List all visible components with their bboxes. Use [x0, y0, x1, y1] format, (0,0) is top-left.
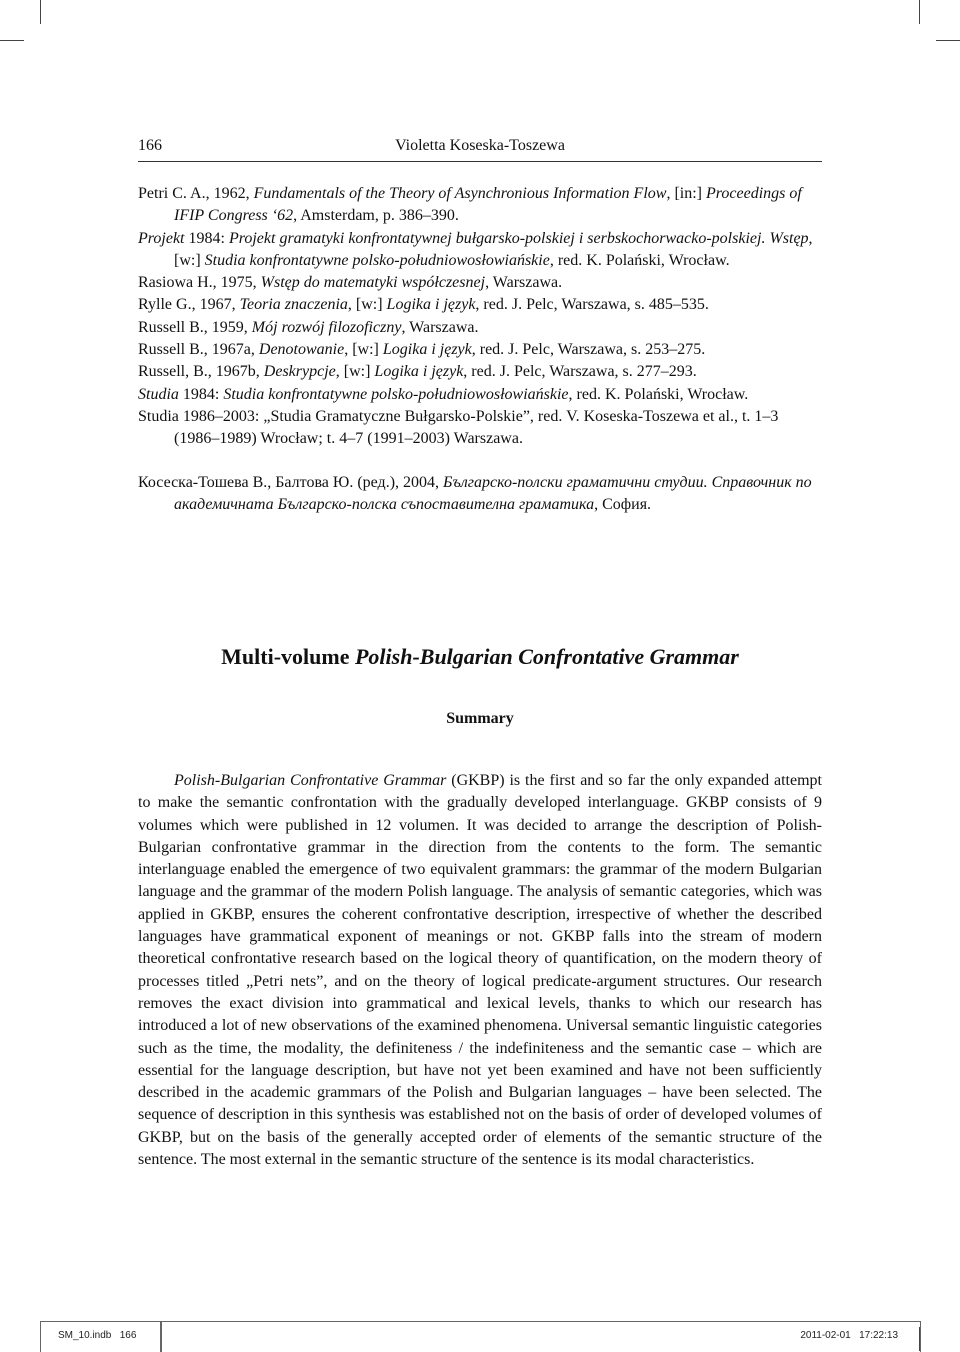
reference-segment: Teoria znaczenia [239, 296, 348, 314]
reference-entry [138, 384, 822, 406]
reference-segment: , [w:] [344, 341, 383, 359]
reference-segment: Russell B., 1959, [138, 318, 252, 336]
reference-segment: , Warszawa. [401, 318, 479, 336]
crop-mark [919, 0, 920, 24]
title-normal: Multi-volume [221, 644, 355, 669]
reference-segment: Rylle G., 1967, [138, 296, 240, 314]
reference-entry [138, 339, 822, 361]
reference-entry [138, 406, 822, 451]
reference-segment: 1984: [178, 385, 224, 403]
reference-segment: Russell B., 1967a, [138, 341, 259, 359]
reference-entry [138, 361, 822, 383]
title-italic: Polish-Bulgarian Confrontative Grammar [354, 644, 739, 669]
reference-segment: Logika i język [382, 341, 472, 359]
reference-segment: Proceedings of IFIP Congress ‘62 [174, 185, 802, 225]
reference-segment: Studia konfrontatywne polsko-południowosłowiańskie [223, 385, 569, 403]
reference-segment: , [in:] [666, 185, 706, 202]
reference-segment: , [w:] [174, 229, 813, 269]
reference-segment: Logika i język [386, 296, 476, 314]
reference-segment: Fundamentals of the Theory of Asynchronious Information Flow [253, 185, 667, 202]
reference-segment: , red. J. Pelc, Warszawa, s. 253–275. [471, 341, 706, 359]
reference-entry [138, 183, 822, 228]
reference-segment: , Warszawa. [485, 274, 563, 292]
summary-heading: Summary [446, 710, 514, 727]
crop-mark [40, 0, 41, 24]
summary-title [138, 644, 822, 670]
reference-segment: Denotowanie [258, 341, 345, 359]
reference-segment: , Amsterdam, p. 386–390. [293, 207, 459, 225]
summary-body: (GKBP) is the first and so far the only expanded attempt to make the semantic confrontation with the gradually developed interlanguage. GKBP consists of 9 volumes which were published in 12 volumen. It was decided to arrange the description of Polish-Bulgarian confrontative grammar in the direction from the contents to the form. The semantic interlanguage enabled the emergence of two equivalent grammars: the grammar of the modern Bulgarian language and the grammar of the modern Polish language. The analysis of semantic categories, which was applied in GKBP, ensures the coherent confrontative description, irrespective of whether the described languages have grammatical exponent of meanings or not. GKBP falls into the stream of modern theoretical confrontative research based on the logical theory of quantification, on the modern theory of processes titled „Petri nets”, and on the theory of logical predicate-argument structures. Our research removes the exact division into grammatical and lexical levels, thanks to which our research has introduced a lot of new observations of the examined phenomena. Universal semantic linguistic categories such as the time, the modality, the definiteness / the indefiniteness and the semantic case – which are essential for the language description, but have not yet been examined and have not been sufficiently described in the academic grammars of the Polish and Bulgarian languages – have been selected. The sequence of description in this synthesis was established not on the basis of order of developed volumes of GKBP, but on the basis of the generally accepted order of elements of the semantic structure of the sentence. The most external in the semantic structure of the sentence is its modal characteristics. [138, 772, 822, 1169]
reference-segment: Wstęp do matematyki współczesnej [260, 274, 486, 292]
reference-segment: , red. K. Polański, Wrocław. [549, 251, 730, 269]
reference-segment: Rasiowa H., 1975, [138, 274, 261, 292]
reference-segment: Studia konfrontatywne polsko-południowosłowiańskie [204, 251, 550, 269]
reference-entry [138, 472, 822, 517]
reference-segment: , red. J. Pelc, Warszawa, s. 277–293. [463, 363, 697, 381]
reference-segment: , [w:] [335, 363, 375, 381]
reference-segment: Studia 1986–2003: „Studia Gramatyczne Bułgarsko-Polskie”, red. V. Koseska-Toszewa et al., t. 1–3 (1986–1989) Wrocław; t. 4–7 (1991–2003) Warszawa. [138, 407, 779, 448]
bibliography-list [138, 183, 822, 516]
crop-mark [0, 40, 24, 41]
reference-entry [138, 294, 822, 316]
reference-segment: Косеска-Тошева В., Балтова Ю. (ред.), 2004, [138, 473, 444, 491]
page-number: 166 [138, 137, 162, 154]
reference-segment: , red. K. Polański, Wrocław. [568, 385, 749, 403]
header-author: Violetta Koseska-Toszewa [395, 137, 565, 154]
reference-segment: Projekt [138, 229, 185, 247]
reference-segment: Petri C. A., 1962, [138, 185, 254, 202]
reference-entry [138, 228, 822, 273]
reference-segment: Projekt gramatyki konfrontatywnej bułgarsko-polskiej i serbskochorwacko-polskiej. Wstęp [228, 229, 809, 247]
reference-segment: Russell, B., 1967b, [138, 363, 264, 381]
reference-segment: , София. [594, 495, 652, 513]
reference-segment: Logika i język [374, 363, 464, 381]
reference-entry [138, 272, 822, 294]
summary-paragraph [138, 770, 822, 1171]
footer-filename: SM_10.indb 166 [58, 1330, 137, 1341]
crop-mark [936, 40, 960, 41]
reference-segment: 1984: [184, 229, 229, 247]
reference-segment: Mój rozwój filozoficzny [251, 318, 402, 336]
reference-segment: , [w:] [347, 296, 387, 314]
reference-segment: Deskrypcje [263, 363, 336, 381]
reference-segment: , red. J. Pelc, Warszawa, s. 485–535. [475, 296, 709, 314]
summary-lead-italic: Polish-Bulgarian Confrontative Grammar [174, 772, 447, 789]
footer-timestamp: 2011-02-01 17:22:13 [800, 1330, 898, 1341]
reference-segment: Българско-полски граматични студии. Справочник по академичната Българско-полска съпоставителна граматика [174, 473, 812, 513]
reference-entry [138, 317, 822, 339]
running-header [138, 135, 822, 162]
reference-segment: Studia [138, 385, 179, 403]
